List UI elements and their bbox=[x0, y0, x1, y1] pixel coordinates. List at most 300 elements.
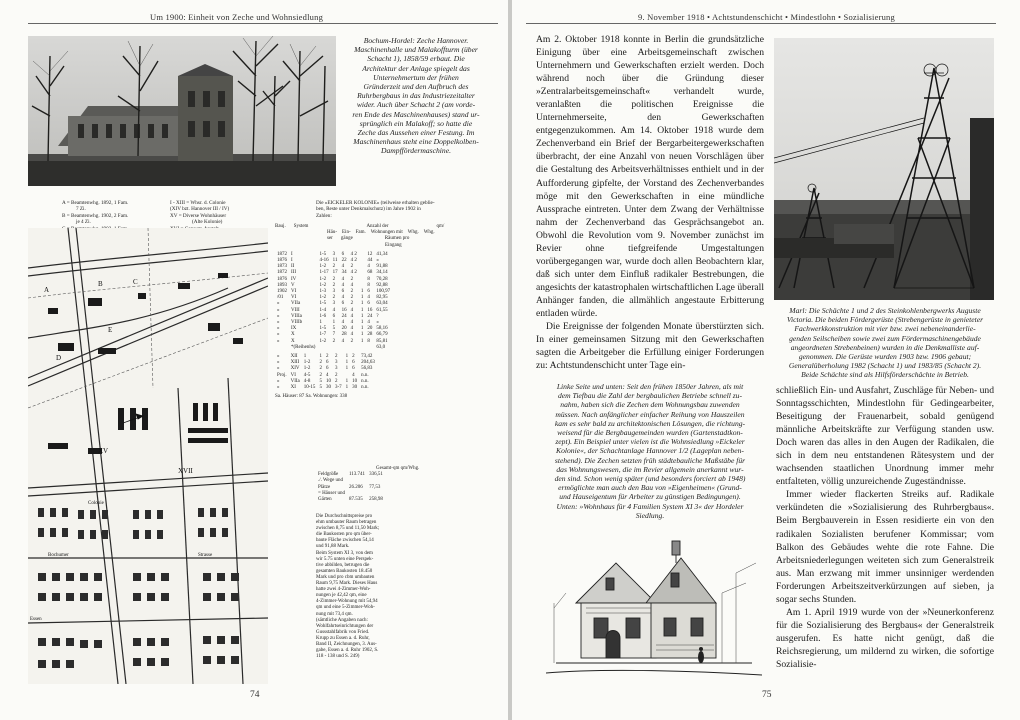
table-cell: 2 bbox=[319, 372, 322, 378]
table-cell: 1 bbox=[360, 307, 364, 313]
table-cell: » bbox=[277, 326, 280, 332]
note-line: zwischen 8,75 und 11,50 Mark; bbox=[316, 526, 380, 532]
note-line: (sämtliche Angaben nach: bbox=[316, 617, 368, 623]
engraving-wohnhaus bbox=[546, 533, 762, 683]
table-cell: III bbox=[291, 270, 296, 276]
table-header-cell: Anzahl der bbox=[366, 224, 389, 229]
table-cell: 4 bbox=[332, 307, 336, 313]
caption-line: ermöglichte man auch den Bau von »Eigenheimen« (Grund- bbox=[558, 483, 742, 493]
table-cell: 1 bbox=[345, 378, 349, 384]
intro-line: Zahlen: bbox=[316, 212, 332, 219]
legend-line: A = Beamtenwhg. 1892, 1 Fam. bbox=[62, 200, 129, 206]
table-cell: 2 bbox=[350, 289, 354, 295]
table-cell: 24 bbox=[341, 313, 347, 319]
table-cell: » bbox=[277, 313, 280, 319]
note-line: Beim System XI 3, von dem bbox=[316, 550, 373, 556]
table-cell: IX bbox=[291, 326, 297, 332]
table-cell bbox=[275, 345, 289, 351]
colony-statistics-table bbox=[275, 224, 503, 400]
caption-line: das Wohnungswesen, die im Revier allgemein anerkannt wur- bbox=[556, 464, 744, 474]
table-cell: 1 bbox=[360, 326, 364, 332]
zeche-hannover-image bbox=[28, 36, 336, 186]
caption-line: sprünglich ein Malakoff; so hatte die bbox=[359, 118, 473, 128]
caption-kolonie bbox=[528, 382, 772, 520]
table-cell: 1-2 bbox=[319, 264, 327, 270]
table-cell: 4 2 bbox=[350, 251, 357, 257]
table-cell: 20 bbox=[341, 326, 347, 332]
table-cell: 73,42 bbox=[361, 354, 373, 360]
table-cell: 24 bbox=[367, 313, 373, 319]
body-paragraph: Am 1. April 1919 wurde von der »Neunerkonferenz für die Sozialisierung des Bergbaus« der Generalstreik ausgerufen. Es hatte nicht genügt, daß die Reichsregierung, um mildernd zu wirken, die sofortige Sozialisie- bbox=[776, 606, 994, 670]
note-line: die Baukosten pro qm über- bbox=[316, 532, 372, 538]
table-cell: *(Reihenhs) bbox=[291, 344, 316, 350]
table-cell: 2 bbox=[352, 354, 355, 360]
caption-line: dem Tiefbau die Zahl der bergbaulichen Betriebe schnell zu- bbox=[557, 391, 743, 401]
table-cell: 30 bbox=[325, 385, 331, 391]
area-block bbox=[316, 466, 496, 503]
notes-lines bbox=[316, 514, 466, 660]
table-cell: 4 bbox=[341, 264, 345, 270]
table-cell: 1-6 bbox=[319, 313, 327, 319]
caption-line: kam es sehr bald zu architektonischen Lösungen, die richtung- bbox=[554, 418, 746, 428]
table-cell: 1-5 bbox=[319, 251, 327, 257]
table-cell: 2 bbox=[334, 372, 338, 378]
table-row bbox=[316, 485, 385, 491]
table-cell: » bbox=[376, 320, 379, 326]
table-cell: 2 bbox=[350, 301, 354, 307]
caption-line: den sind. Schon wenig später (und besonders forciert ab 1948) bbox=[554, 474, 746, 484]
note-line: ehm umbauter Raum betragen bbox=[316, 520, 377, 526]
table-cell: 4 bbox=[367, 264, 370, 270]
legend-line: 7 Zi. bbox=[76, 206, 86, 213]
note-line: hatte zwei 4-Zimmer-Woh- bbox=[316, 587, 371, 593]
table-cell: » bbox=[277, 332, 280, 338]
running-head-right: 9. November 1918 • Achtstundenschicht • Mindestlohn • Sozialisierung bbox=[638, 12, 895, 22]
table-cell: 1873 bbox=[277, 264, 287, 270]
note-line: Wohlfahrtseinrichtungen der bbox=[316, 623, 374, 629]
caption-line: Schacht 1), 1858/59 erbaut. Die bbox=[367, 54, 465, 64]
table-cell: 4-16 bbox=[319, 258, 329, 264]
table-body-2 bbox=[275, 354, 377, 391]
right-page bbox=[512, 0, 1020, 720]
table-cell: 12 bbox=[367, 251, 373, 257]
table-cell: 4 2 bbox=[350, 270, 357, 276]
table-subheader-cell: Whg. bbox=[423, 230, 435, 236]
table-cell: 30 bbox=[352, 385, 358, 391]
area-header: Gesamt-qm qm/Whg. bbox=[376, 466, 420, 471]
table-cell: » bbox=[376, 258, 379, 264]
table-cell: 4 bbox=[350, 332, 354, 338]
table-subheader-cell: Wohnungen mit bbox=[370, 230, 403, 236]
table-cell: 3 bbox=[332, 301, 336, 307]
note-line: baute Fläche zwischen 54,14 bbox=[316, 538, 374, 544]
table-cell: 4 bbox=[350, 307, 354, 313]
table-cell: I bbox=[291, 251, 293, 257]
note-line: 4-Zimmer-Wohnung mit 54,94 bbox=[316, 599, 378, 605]
map-label-B: B bbox=[98, 280, 103, 288]
table-cell: 1-5 bbox=[319, 301, 327, 307]
table-cell: 6 bbox=[367, 289, 370, 295]
table-cell: 2 bbox=[332, 264, 336, 270]
table-cell: Plätze bbox=[318, 484, 331, 490]
legend-line: (XIV bzt. Hannover III / IV) bbox=[170, 206, 230, 213]
table-cell: 4 bbox=[341, 295, 345, 301]
table-cell: 204,63 bbox=[361, 360, 375, 366]
body-paragraph: Immer wieder flackerten Streiks auf. Radikale verkündeten die »Sozialisierung des Ruhrbergbaus«. Beim Bergbauverein in Essen residierte ein von den radikalen Sozialisten berufener Kommissar; vom Balkon des Gebäudes wehte die rote Fahne. Die Arbeitsniederlegungen weiteten sich zum Generalstreik aus. Man erzwang mit immer unsinniger werdenden Forderungen Arbeitszeitverkürzungen auf sieben, ja sogar sechs Stunden. bbox=[776, 489, 994, 605]
legend-line: je 4 Zi. bbox=[76, 219, 91, 226]
caption-line: Unternehmertum der frühen bbox=[373, 72, 459, 82]
table-cell: 6 bbox=[352, 366, 355, 372]
intro-line: Die »EICKELER KOLONIE« (teilweise erhalten geblie- bbox=[316, 200, 435, 206]
caption-line: stehend). Die Zechen setzten früh städtebauliche Maßstäbe für bbox=[554, 455, 746, 465]
table-cell: 82,95 bbox=[376, 295, 388, 301]
caption-line: Kolonie«, der Schachtanlage Hannover 1/2 (Lageplan neben- bbox=[556, 446, 744, 456]
table-subheader-cell: Whg. bbox=[407, 230, 419, 236]
body-column-2 bbox=[776, 384, 994, 671]
table-cell: 258,98 bbox=[369, 497, 383, 503]
table-cell: n.n. bbox=[361, 372, 369, 378]
map-label-strasse: Strasse bbox=[198, 553, 213, 558]
table-cell: 4 bbox=[350, 313, 354, 319]
table-cell: 1 bbox=[360, 289, 364, 295]
table-cell: 2 bbox=[350, 276, 354, 282]
table-cell: 17 bbox=[332, 270, 338, 276]
table-cell: 8 bbox=[367, 282, 370, 288]
table-cell: 5 bbox=[319, 385, 322, 391]
caption-line: Linke Seite und unten: Seit den frühen 1850er Jahren, als mit bbox=[556, 382, 744, 391]
wohnhaus-illustration bbox=[546, 533, 762, 683]
table-cell: 4 bbox=[341, 320, 345, 326]
table-cell: Proj. bbox=[277, 372, 287, 378]
table-cell: 2 bbox=[332, 338, 336, 344]
table-cell: VI bbox=[291, 289, 297, 295]
caption-auguste-victoria bbox=[776, 306, 994, 380]
table-cell: 4 bbox=[341, 276, 345, 282]
table-cell: 1 bbox=[303, 354, 307, 360]
table-cell: 22 bbox=[341, 258, 347, 264]
table-cell: 2 bbox=[319, 360, 322, 366]
table-cell: 3 bbox=[334, 366, 338, 372]
table-cell: 87.535 bbox=[348, 497, 363, 503]
table-cell: /01 bbox=[277, 295, 284, 301]
area-table bbox=[316, 472, 385, 503]
table-cell: 4 bbox=[341, 338, 345, 344]
table-cell: 4 bbox=[367, 295, 370, 301]
table-cell: XIII bbox=[290, 360, 300, 366]
caption-line: Marl: Die Schächte 1 und 2 des Steinkohlenbergwerks Auguste bbox=[789, 306, 981, 315]
table-cell: 1-2 bbox=[319, 282, 327, 288]
table-header-cell: System bbox=[293, 224, 309, 229]
table-cell: 1 bbox=[319, 320, 322, 326]
map-label-E: E bbox=[108, 326, 113, 334]
table-cell: II bbox=[291, 264, 295, 270]
table-cell: n.n. bbox=[361, 385, 369, 391]
table-cell: 6 bbox=[325, 360, 329, 366]
note-line: Mark und pro cbm umbauten bbox=[316, 574, 375, 580]
map-label-XVII: XVII bbox=[178, 467, 193, 475]
table-cell: 68 bbox=[367, 270, 373, 276]
table-cell bbox=[365, 345, 374, 351]
photo-caption-hannover bbox=[341, 36, 491, 156]
table-cell: ./. Wege und bbox=[318, 478, 344, 484]
table-cell: » bbox=[277, 354, 280, 360]
caption-line: wider. Auch über Schacht 2 (am vorde- bbox=[356, 100, 476, 110]
table-cell: VIII bbox=[291, 307, 300, 313]
legend-line: XV = Diverse Wohnhäuser bbox=[170, 212, 227, 219]
table-cell: » bbox=[277, 385, 280, 391]
table-cell: 1-2 bbox=[319, 276, 327, 282]
header-rule bbox=[526, 23, 996, 24]
table-cell: 2 bbox=[334, 354, 338, 360]
table-row bbox=[275, 385, 377, 391]
note-line: gabe, Essen a. d. Ruhr 1902, S. bbox=[316, 648, 379, 654]
table-cell: 1 bbox=[360, 332, 364, 338]
site-plan-eickeler-kolonie bbox=[28, 228, 268, 684]
table-cell: X bbox=[291, 338, 295, 344]
colony-intro bbox=[316, 200, 496, 219]
table-cell: 10 bbox=[325, 378, 331, 384]
table-cell: 5 bbox=[332, 326, 336, 332]
caption-line: Ruhrbergbaus in das Industriezeitalter bbox=[357, 91, 475, 101]
table-cell: 1 bbox=[345, 366, 349, 372]
table-cell: 28 bbox=[341, 332, 347, 338]
table-cell bbox=[340, 345, 349, 351]
table-cell: 1876 bbox=[277, 276, 287, 282]
table-cell: 1-5 bbox=[319, 326, 327, 332]
table-cell: 7 bbox=[332, 332, 336, 338]
table-cell: 4 bbox=[341, 282, 345, 288]
table-body bbox=[275, 252, 392, 351]
table-cell: Feldgröße bbox=[318, 472, 339, 478]
table-cell: XII bbox=[290, 354, 298, 360]
caption-line: Unten: »Wohnhaus für 4 Familien System XI 3« der Hordeler bbox=[556, 501, 744, 511]
map-label-bochumer: Bochumer bbox=[48, 553, 69, 558]
table-subheader-cell: Eingang bbox=[385, 242, 402, 248]
table-cell: XI bbox=[290, 385, 296, 391]
caption-line: Maschinenhaus steht eine Doppelkolben- bbox=[353, 137, 479, 147]
table-cell: X bbox=[291, 332, 295, 338]
table-cell: 1 bbox=[345, 354, 349, 360]
table-cell: 63,04 bbox=[376, 301, 388, 307]
table-cell: VIIa bbox=[290, 378, 300, 384]
table-cell: 61,55 bbox=[376, 307, 388, 313]
table-cell: 41,34 bbox=[376, 251, 388, 257]
table-cell: 16 bbox=[341, 307, 347, 313]
table-cell: 8 bbox=[367, 276, 370, 282]
table-cell: 100,97 bbox=[376, 289, 391, 295]
table-cell: 1893 bbox=[277, 282, 287, 288]
table-cell: 4 bbox=[352, 372, 355, 378]
table-cell: 58,16 bbox=[376, 326, 388, 332]
table-subheader-cell: Häu- bbox=[327, 230, 337, 236]
note-line: Krupp zu Essen a. d. Ruhr, bbox=[316, 635, 370, 641]
caption-line: nahm, haben sich die Zechen dem Wohnungsbau zuwenden bbox=[560, 400, 740, 410]
caption-line: angeordneten Strebenbeinen) wurden in die Denkmalliste auf- bbox=[790, 342, 980, 352]
note-line: gesamten Baukosten 18.450 bbox=[316, 568, 373, 574]
table-cell: 1 bbox=[360, 320, 364, 326]
auguste-victoria-image bbox=[774, 38, 994, 300]
site-plan-map bbox=[28, 228, 268, 684]
table-subheader-cell: Räumen pro bbox=[384, 236, 410, 242]
caption-line: Gründerzeit und den Aufbruch des bbox=[363, 82, 469, 92]
table-cell: 2 bbox=[319, 366, 322, 372]
caption-line: genommen. Die Gerüste wurden 1903 bzw. 1906 gebaut; bbox=[798, 352, 972, 362]
table-cell: 6 bbox=[352, 360, 355, 366]
running-head-left: Um 1900: Einheit von Zeche und Wohnsiedlung bbox=[150, 12, 324, 22]
caption-line: Generalüberholung 1982 (Schacht 1) und 1983/85 (Schacht 2). bbox=[788, 361, 982, 371]
table-cell: 4 2 bbox=[350, 258, 357, 264]
table-cell: 6 bbox=[341, 301, 345, 307]
table-cell: 2 bbox=[350, 338, 354, 344]
photo-zeche-hannover bbox=[28, 36, 336, 186]
intro-line: ben, Reste unter Denkmalschutz) im Jahre 1902 in bbox=[316, 206, 421, 213]
table-cell: 1-7 bbox=[319, 332, 327, 338]
table-cell: 44 bbox=[367, 258, 373, 264]
table-cell: 1 bbox=[360, 313, 364, 319]
table-cell: 6 bbox=[341, 251, 345, 257]
table-cell: 1 bbox=[319, 354, 322, 360]
caption-line: Fachwerkkonstruktion mit vier bzw. zwei nebeneinanderlie- bbox=[794, 324, 976, 334]
table-cell: VI bbox=[291, 295, 297, 301]
caption-line: zept). Ein Beispiel unter vielen ist die Wohnsiedlung »Eickeler bbox=[555, 437, 745, 447]
table-cell: 6 bbox=[325, 366, 329, 372]
table-cell: 6 bbox=[332, 313, 336, 319]
note-line: Band II, Zeichnungen, 3. Aus- bbox=[316, 641, 377, 647]
table-subheader-cell: Ein- bbox=[342, 230, 351, 236]
map-label-C: C bbox=[133, 278, 138, 286]
table-header-cell: qm/ bbox=[436, 224, 445, 229]
map-label-XV: XV bbox=[98, 447, 109, 455]
table-cell: 70,28 bbox=[376, 276, 388, 282]
table-cell: » bbox=[277, 307, 280, 313]
map-label-A: A bbox=[44, 286, 50, 294]
table-cell bbox=[349, 345, 359, 351]
table-cell: 66,79 bbox=[376, 332, 388, 338]
table-cell: 11 bbox=[332, 258, 338, 264]
note-line: nungen je 42,42 qm, eine bbox=[316, 593, 367, 599]
table-cell: 1-2 bbox=[303, 366, 311, 372]
caption-line: müssen. Nach anfänglicher einfacher Reihung von Hauszeilen bbox=[555, 409, 745, 419]
table-cell: 336,51 bbox=[369, 472, 383, 478]
table-cell: 1 bbox=[345, 385, 349, 391]
table-cell: 1-4 bbox=[319, 307, 327, 313]
table-cell: 20 bbox=[367, 326, 373, 332]
note-line: Gussstahlfabrik von Fried. bbox=[316, 629, 370, 635]
table-cell: 28 bbox=[367, 332, 373, 338]
table-cell: 2 bbox=[325, 354, 329, 360]
table-cell: » bbox=[277, 320, 280, 326]
note-line: qm und eine 5-Zimmer-Woh- bbox=[316, 605, 375, 611]
legend-line: (Alte Kolonie) bbox=[192, 219, 223, 226]
table-cell: 26.206 bbox=[348, 484, 363, 490]
table-cell: 1872 bbox=[277, 251, 287, 257]
table-cell: 2 bbox=[332, 276, 336, 282]
table-row bbox=[275, 373, 377, 379]
table-cell: ? bbox=[376, 313, 379, 319]
body-paragraph: schließlich Ein- und Ausfahrt, Zuschläge für Neben- und Sonntagsschichten, Mindestlohn für Gedingearbeiter, Beseitigung der Frauenarbeit, sobald genügend männliche Arbeitskräfte zur Verfügung standen usw. Doch waren das alles in den Augen der Radikalen, die sich in dem neu entstandenen Rätesystem und der wachsenden staatlichen Unordnung immer mehr entfalteten, völlig unzureichende Zugeständnisse. bbox=[776, 385, 994, 488]
table-cell: n.n. bbox=[361, 378, 369, 384]
table-cell: 2 bbox=[332, 282, 336, 288]
table-cell: XIV bbox=[290, 366, 300, 372]
table-cell: 91,88 bbox=[376, 264, 388, 270]
body-paragraph: Am 2. Oktober 1918 konnte in Berlin die grundsätzliche Einigung über eine Arbeitsgemeinschaft zwischen Unternehmern und Gewerkschaften erzielt werden. Doch während noch über die Gründung dieser »Zentralarbeitsgemeinschaft« verhandelt wurde, veranlaßten die politischen Ereignisse die Unternehmerseite, den Gewerkschaften entgegenzukommen. Am 14. Oktober 1918 wurde dem Zechenverband ein Brief der Bergarbeitergewerkschaften überbracht, der eine Anzahl von neuen Vorschlägen über die Gestaltung des Arbeitsverhältnisses enthielt und in der Aufforderung gipfelte, der Vorstand des Zechenverbandes möge mit den Gewerkschaften in eine mündliche Aussprache eintreten. Unter dem Zwang der Verhältnisse nahm der Zechenverband das Gesprächsangebot an. Obwohl die Revolution vom 9. November zunächst im Revier ohne tiefgreifende Umgestaltungen vorübergegangen war, wurde doch allen Beobachtern klar, daß sich unter dem Einfluß radikaler Bestrebungen, die angesichts der katastrophalen wirtschaftlichen Lage überall Anhänger fanden, die allmählich angestaute Erbitterung entladen würde. bbox=[536, 34, 764, 319]
table-cell: 34,14 bbox=[376, 270, 388, 276]
caption-line: Maschinenhalle und Malakoffturm (über bbox=[354, 45, 478, 55]
table-cell: 3 bbox=[334, 360, 338, 366]
table-cell: 4 bbox=[325, 372, 329, 378]
table-cell: VIIIa bbox=[291, 313, 302, 319]
table-cell: 10-15 bbox=[303, 385, 316, 391]
table-cell: VI bbox=[290, 372, 296, 378]
caption-line: Zeche das Aussehen einer Festung. Im bbox=[357, 128, 475, 138]
note-line: 118 - 138 und S. 249) bbox=[316, 654, 360, 660]
table-cell: » bbox=[277, 360, 280, 366]
table-cell: 56,83 bbox=[361, 366, 373, 372]
table-cell: 77,53 bbox=[369, 484, 381, 490]
table-cell: 113.741 bbox=[348, 472, 366, 478]
table-cell: 1-17 bbox=[319, 270, 329, 276]
folio-left: 74 bbox=[250, 690, 260, 700]
table-cell: 1 bbox=[345, 360, 349, 366]
left-page bbox=[0, 0, 508, 720]
table-cell: 6 bbox=[341, 289, 345, 295]
table-cell: 1-2 bbox=[303, 360, 311, 366]
table-subheader-cell: Fam. bbox=[355, 230, 366, 236]
table-cell: = Häuser und bbox=[318, 490, 345, 496]
table-cell: 4 bbox=[350, 320, 354, 326]
table-cell: » bbox=[277, 378, 280, 384]
table-cell: 1 bbox=[360, 301, 364, 307]
caption-line: genden Seilscheiben sowie zwei zum Fördermaschinengebäude bbox=[789, 333, 981, 343]
caption-line: ren Ende des Maschinenhauses) stand ur- bbox=[352, 109, 480, 119]
legend-line: B = Beamtenwhg. 1902, 2 Fam. bbox=[62, 212, 129, 219]
table-subheader-cell: ser bbox=[327, 236, 333, 242]
table-cell: 6 bbox=[367, 301, 370, 307]
caption-line: Dampffördermaschine. bbox=[381, 146, 451, 156]
table-cell: 1-2 bbox=[319, 295, 327, 301]
table-cell: 63,0 bbox=[376, 344, 386, 350]
table-cell: 1872 bbox=[277, 270, 287, 276]
map-label-colonie: Colonie bbox=[88, 501, 104, 506]
header-rule bbox=[28, 23, 498, 24]
table-cell: 3-7 bbox=[334, 385, 342, 391]
table-cell: 2 bbox=[334, 378, 338, 384]
note-line: nung mit 73,4 qm. bbox=[316, 611, 353, 617]
table-cell: VIIIb bbox=[291, 320, 303, 326]
caption-line: Beide Schächte sind als Hilfsförderschächte in Betrieb. bbox=[801, 370, 969, 380]
table-cell: » bbox=[277, 301, 280, 307]
table-cell bbox=[317, 345, 330, 351]
table-cell: 10 bbox=[352, 378, 358, 384]
note-line: und 91,88 Mark. bbox=[316, 544, 350, 550]
table-cell: IV bbox=[291, 276, 297, 282]
table-row bbox=[275, 345, 392, 351]
note-line: Raum 9,75 Mark. Dieses Haus bbox=[316, 581, 378, 587]
cost-notes bbox=[316, 514, 466, 660]
table-cell: 2 bbox=[350, 264, 354, 270]
table-cell: 3 bbox=[332, 289, 336, 295]
caption-line: Victoria. Die beiden Fördergerüste (Strebengerüste in genieteter bbox=[786, 315, 984, 325]
caption-line: Siedlung. bbox=[635, 510, 665, 520]
table-cell: 4 bbox=[350, 326, 354, 332]
caption-line: und Hauseigentum für Arbeiter zu günstigen Bedingungen). bbox=[559, 492, 741, 502]
table-cell: 2 bbox=[350, 295, 354, 301]
note-line: wir 5.75 unten eine Perspek- bbox=[316, 556, 374, 562]
folio-right: 75 bbox=[762, 690, 772, 700]
photo-auguste-victoria bbox=[774, 38, 994, 300]
table-cell: 8 bbox=[367, 338, 370, 344]
table-cell: 1-2 bbox=[319, 338, 327, 344]
